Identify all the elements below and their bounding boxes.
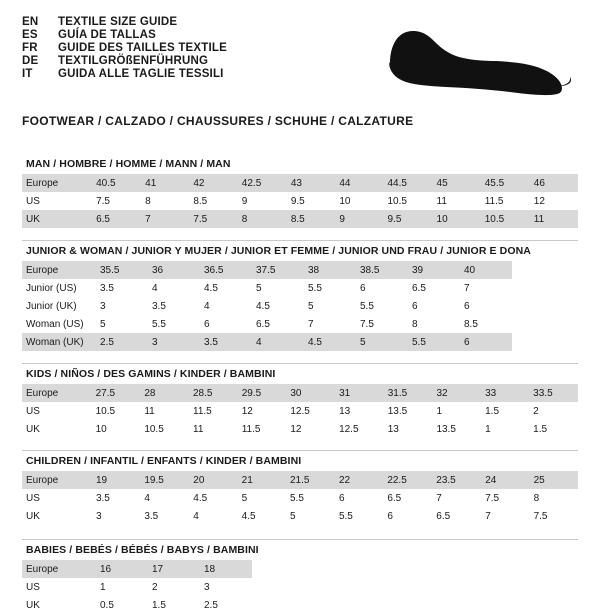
table-cell: 44.5 xyxy=(387,177,407,189)
table-cell: 43 xyxy=(290,177,302,189)
table-cell: 3 xyxy=(100,300,106,312)
table-cell: 7 xyxy=(464,282,470,294)
size-group-children xyxy=(22,450,578,525)
table-cell: 13 xyxy=(387,423,399,435)
row-label: Europe xyxy=(26,563,59,575)
spacer xyxy=(22,228,578,240)
table-cell: 20 xyxy=(193,474,205,486)
table-cell: 3.5 xyxy=(152,300,166,312)
table-cell: 16 xyxy=(100,563,112,575)
row-label: Europe xyxy=(26,264,59,276)
table-cell: 12 xyxy=(533,195,545,207)
table-cell: 3.5 xyxy=(100,282,114,294)
table-cell: 42 xyxy=(193,177,205,189)
table-cell: 36 xyxy=(152,264,164,276)
language-title: GUÍA DE TALLAS xyxy=(58,29,156,41)
language-code: ES xyxy=(22,29,38,41)
group-title: BABIES / BEBÉS / BÉBÉS / BABYS / BAMBINI xyxy=(22,539,578,560)
language-title: TEXTILGRÖßENFÜHRUNG xyxy=(58,55,209,67)
row-label: UK xyxy=(26,510,40,522)
table-cell: 6 xyxy=(387,510,393,522)
table-cell: 6 xyxy=(412,300,418,312)
table-cell: 13 xyxy=(339,405,351,417)
table-cell: 7 xyxy=(485,510,491,522)
table-cell: 22 xyxy=(338,474,351,486)
table-cell: 22.5 xyxy=(387,474,407,486)
table-cell: 11 xyxy=(533,213,545,225)
table-cell: 3 xyxy=(204,581,210,593)
table-cell: 10 xyxy=(436,213,448,225)
language-row xyxy=(22,29,227,41)
table-cell: 12.5 xyxy=(290,405,310,417)
table-cell: 1.5 xyxy=(152,599,166,611)
table-cell: 6.5 xyxy=(96,213,110,225)
table-cell: 8 xyxy=(145,195,151,207)
language-code: EN xyxy=(22,16,39,28)
table-row xyxy=(22,560,252,578)
table-cell: 5.5 xyxy=(412,336,426,348)
table-cell: 38.5 xyxy=(360,264,380,276)
table-cell: 1.5 xyxy=(533,423,548,435)
row-label: UK xyxy=(26,423,40,435)
table-cell: 44 xyxy=(339,177,351,189)
table-cell: 4.5 xyxy=(256,300,270,312)
table-cell: 10.5 xyxy=(144,423,164,435)
language-title: GUIDE DES TAILLES TEXTILE xyxy=(58,42,227,54)
row-label: Woman (UK) xyxy=(26,336,84,348)
table-cell: 37.5 xyxy=(256,264,276,276)
table-cell: 5 xyxy=(360,336,366,348)
row-label: UK xyxy=(26,213,40,225)
table-cell: 3.5 xyxy=(95,492,110,504)
table-cell: 8.5 xyxy=(290,213,305,225)
table-cell: 41 xyxy=(145,177,157,189)
table-cell: 4.5 xyxy=(204,282,218,294)
table-cell: 21.5 xyxy=(290,474,310,486)
table-cell: 2 xyxy=(533,405,539,417)
table-cell: 4.5 xyxy=(193,492,208,504)
language-title: GUIDA ALLE TAGLIE TESSILI xyxy=(58,68,224,80)
table-cell: 10.5 xyxy=(387,195,407,207)
table-cell: 8 xyxy=(412,318,418,330)
table-cell: 38 xyxy=(308,264,320,276)
row-label: Woman (US) xyxy=(26,318,84,330)
table-cell: 36.5 xyxy=(204,264,224,276)
table-cell: 4.5 xyxy=(241,510,256,522)
language-code: FR xyxy=(22,42,38,54)
table-cell: 27.5 xyxy=(95,387,116,399)
table-cell: 3 xyxy=(95,510,102,522)
table-cell: 5 xyxy=(100,318,106,330)
table-cell: 42.5 xyxy=(241,177,262,189)
row-label: Junior (UK) xyxy=(26,300,77,312)
table-cell: 11 xyxy=(193,423,204,435)
table-cell: 35.5 xyxy=(100,264,120,276)
table-cell: 24 xyxy=(485,474,497,486)
table-cell: 0.5 xyxy=(100,599,114,611)
table-cell: 30 xyxy=(290,387,302,399)
table-cell: 9 xyxy=(241,195,248,207)
table-cell: 5.5 xyxy=(338,510,353,522)
table-cell: 7 xyxy=(145,213,151,225)
table-row xyxy=(22,279,512,297)
table-cell: 7.5 xyxy=(96,195,110,207)
row-label: Europe xyxy=(26,474,59,486)
table-cell: 45 xyxy=(436,177,448,189)
language-row xyxy=(22,16,227,28)
table-cell: 7.5 xyxy=(193,213,208,225)
table-cell: 7.5 xyxy=(533,510,548,522)
table-cell: 1 xyxy=(485,423,491,435)
language-row xyxy=(22,42,227,54)
table-row xyxy=(22,471,578,489)
table-cell: 5.5 xyxy=(152,318,166,330)
table-cell: 25 xyxy=(533,474,545,486)
table-row xyxy=(22,333,512,351)
size-group-man xyxy=(22,154,578,228)
table-row xyxy=(22,384,578,402)
table-cell: 5 xyxy=(290,510,296,522)
table-cell: 13.5 xyxy=(387,405,408,417)
table-cell: 6 xyxy=(338,492,345,504)
page-header xyxy=(22,16,578,96)
table-cell: 9.5 xyxy=(290,195,305,207)
language-row xyxy=(22,68,227,80)
table-cell: 6 xyxy=(464,336,470,348)
table-cell: 3 xyxy=(152,336,158,348)
table-cell: 18 xyxy=(204,563,216,575)
table-cell: 8.5 xyxy=(193,195,208,207)
dress-shoe-icon xyxy=(384,18,574,96)
table-cell: 4 xyxy=(204,300,210,312)
table-cell: 11.5 xyxy=(193,405,212,417)
language-title: TEXTILE SIZE GUIDE xyxy=(58,16,178,28)
table-cell: 3.5 xyxy=(144,510,159,522)
language-code: IT xyxy=(22,68,33,80)
table-cell: 10.5 xyxy=(95,405,116,417)
size-tables xyxy=(22,154,578,614)
table-cell: 40 xyxy=(464,264,476,276)
table-row xyxy=(22,297,512,315)
group-title: JUNIOR & WOMAN / JUNIOR Y MUJER / JUNIOR ET FEMME / JUNIOR UND FRAU / JUNIOR E DONA xyxy=(22,240,578,261)
size-table xyxy=(22,560,252,614)
table-cell: 5.5 xyxy=(360,300,374,312)
table-cell: 5 xyxy=(256,282,262,294)
table-cell: 11.5 xyxy=(241,423,261,435)
table-cell: 5.5 xyxy=(290,492,304,504)
table-cell: 8 xyxy=(533,492,540,504)
table-cell: 2.5 xyxy=(100,336,114,348)
row-label: Europe xyxy=(26,177,59,189)
table-cell: 2.5 xyxy=(204,599,218,611)
table-cell: 12 xyxy=(241,405,253,417)
table-cell: 33.5 xyxy=(533,387,553,399)
table-cell: 21 xyxy=(241,474,253,486)
table-cell: 4 xyxy=(256,336,262,348)
language-title-list xyxy=(22,16,227,80)
table-cell: 12.5 xyxy=(339,423,359,435)
table-cell: 4 xyxy=(193,510,199,522)
table-row xyxy=(22,489,578,507)
table-cell: 32 xyxy=(436,387,448,399)
spacer xyxy=(22,525,578,539)
table-cell: 6.5 xyxy=(436,510,451,522)
size-table xyxy=(22,471,578,525)
table-cell: 6 xyxy=(204,318,210,330)
table-cell: 1.5 xyxy=(485,405,500,417)
language-code: DE xyxy=(22,55,39,67)
table-cell: 3.5 xyxy=(204,336,218,348)
table-cell: 6.5 xyxy=(387,492,402,504)
table-row xyxy=(22,596,252,614)
table-row xyxy=(22,420,578,438)
table-row xyxy=(22,192,578,210)
table-cell: 28.5 xyxy=(193,387,213,399)
row-label: Junior (US) xyxy=(26,282,77,294)
table-cell: 8 xyxy=(241,213,248,225)
row-label: Europe xyxy=(26,387,59,399)
table-cell: 19 xyxy=(95,474,108,486)
table-cell: 17 xyxy=(152,563,164,575)
table-cell: 46 xyxy=(533,177,545,189)
table-row xyxy=(22,402,578,420)
row-label: UK xyxy=(26,599,40,611)
table-row xyxy=(22,174,578,192)
table-row xyxy=(22,315,512,333)
table-cell: 13.5 xyxy=(436,423,456,435)
size-table xyxy=(22,174,578,228)
table-cell: 8.5 xyxy=(464,318,478,330)
table-cell: 1 xyxy=(100,581,106,593)
table-cell: 4 xyxy=(144,492,150,504)
row-label: US xyxy=(26,405,40,417)
spacer xyxy=(22,351,578,363)
table-cell: 28 xyxy=(144,387,156,399)
size-table xyxy=(22,261,512,351)
row-label: US xyxy=(26,581,40,593)
table-cell: 29.5 xyxy=(241,387,262,399)
table-cell: 11.5 xyxy=(484,195,504,207)
table-cell: 45.5 xyxy=(484,177,505,189)
table-cell: 9 xyxy=(339,213,345,225)
table-cell: 11 xyxy=(436,195,447,207)
size-table xyxy=(22,384,578,438)
spacer xyxy=(22,438,578,450)
row-label: US xyxy=(26,195,40,207)
table-cell: 19.5 xyxy=(144,474,164,486)
table-row xyxy=(22,261,512,279)
table-cell: 2 xyxy=(152,581,158,593)
row-label: US xyxy=(26,492,40,504)
table-cell: 6.5 xyxy=(256,318,270,330)
size-group-junior-woman xyxy=(22,240,578,351)
table-cell: 9.5 xyxy=(387,213,402,225)
size-group-kids xyxy=(22,363,578,438)
table-cell: 4.5 xyxy=(308,336,322,348)
table-cell: 6.5 xyxy=(412,282,426,294)
page-title: FOOTWEAR / CALZADO / CHAUSSURES / SCHUHE / CALZATURE xyxy=(22,114,414,128)
table-cell: 6 xyxy=(360,282,366,294)
table-cell: 11 xyxy=(144,405,155,417)
table-cell: 10 xyxy=(95,423,107,435)
table-cell: 7 xyxy=(436,492,442,504)
table-cell: 31.5 xyxy=(387,387,408,399)
group-title: MAN / HOMBRE / HOMME / MANN / MAN xyxy=(26,158,231,170)
table-cell: 5 xyxy=(241,492,248,504)
language-row xyxy=(22,55,227,67)
table-row xyxy=(22,507,578,525)
table-cell: 4 xyxy=(152,282,158,294)
table-cell: 12 xyxy=(290,423,302,435)
group-title: KIDS / NIÑOS / DES GAMINS / KINDER / BAMBINI xyxy=(22,363,578,384)
table-cell: 5.5 xyxy=(308,282,322,294)
table-cell: 10.5 xyxy=(484,213,505,225)
table-cell: 7 xyxy=(308,318,314,330)
table-cell: 39 xyxy=(412,264,424,276)
group-title: CHILDREN / INFANTIL / ENFANTS / KINDER / BAMBINI xyxy=(22,450,578,471)
table-cell: 6 xyxy=(464,300,470,312)
table-cell: 31 xyxy=(339,387,351,399)
table-cell: 33 xyxy=(485,387,497,399)
table-cell: 10 xyxy=(339,195,351,207)
table-cell: 7.5 xyxy=(485,492,500,504)
table-cell: 40.5 xyxy=(96,177,116,189)
table-row xyxy=(22,210,578,228)
size-group-babies xyxy=(22,539,578,614)
table-cell: 1 xyxy=(436,405,442,417)
table-cell: 7.5 xyxy=(360,318,374,330)
table-row xyxy=(22,578,252,596)
table-cell: 5 xyxy=(308,300,314,312)
table-cell: 23.5 xyxy=(436,474,456,486)
